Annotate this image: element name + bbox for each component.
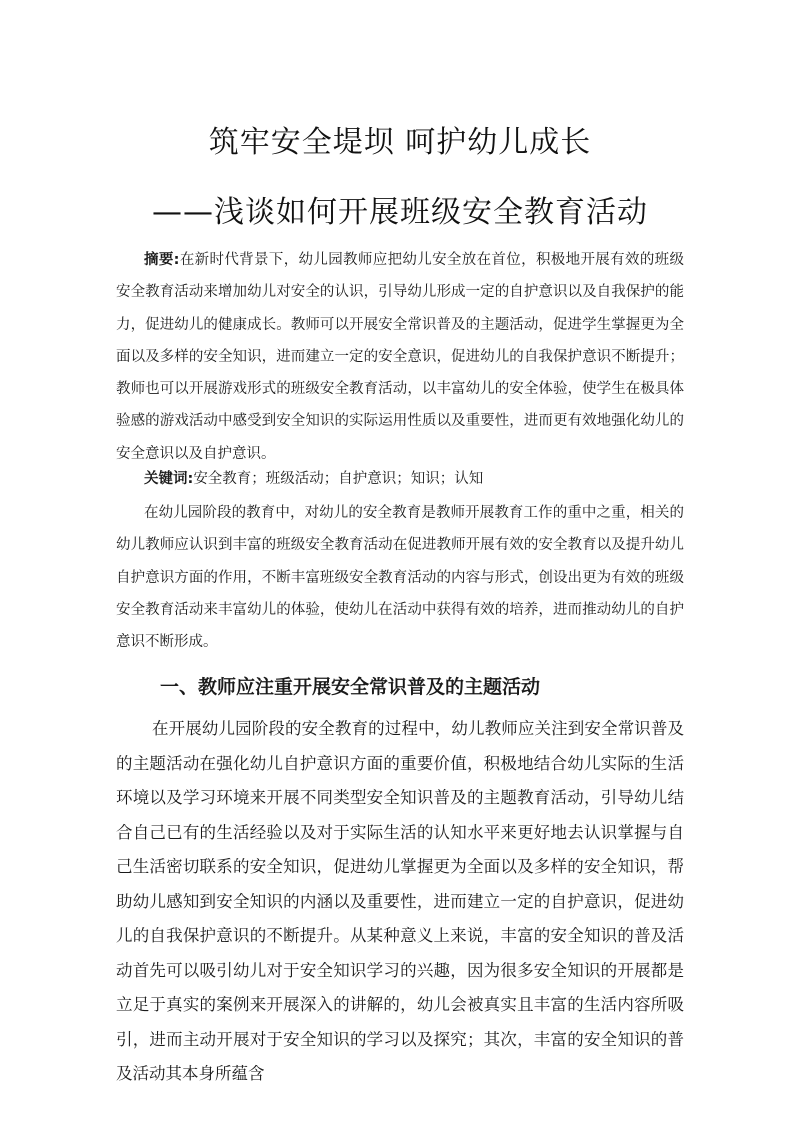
intro-text: 在幼儿园阶段的教育中，对幼儿的安全教育是教师开展教育工作的重中之重，相关的幼儿教师应认识到丰富的班级安全教育活动在促进教师开展有效的安全教育以及提升幼儿自护意识方面的作用，不断丰富班级安全教育活动的内容与形式，创设出更为有效的班级安全教育活动来丰富幼儿的体验，使幼儿在活动中获得有效的培养，进而推动幼儿的自护意识不断形成。	[116, 505, 684, 651]
section-heading: 一、教师应注重开展安全常识普及的主题活动	[160, 676, 541, 698]
section-paragraph-text: 在开展幼儿园阶段的安全教育的过程中，幼儿教师应关注到安全常识普及的主题活动在强化幼儿自护意识方面的重要价值，积极地结合幼儿实际的生活环境以及学习环境来开展不同类型安全知识普及的主题教育活动，引导幼儿结合自己已有的生活经验以及对于实际生活的认知水平来更好地去认识掌握与自己生活密切联系的安全知识，促进幼儿掌握更为全面以及多样的安全知识，帮助幼儿感知到安全知识的内涵以及重要性，进而建立一定的自护意识，促进幼儿的自我保护意识的不断提升。从某种意义上来说，丰富的安全知识的普及活动首先可以吸引幼儿对于安全知识学习的兴趣，因为很多安全知识的开展都是立足于真实的案例来开展深入的讲解的，幼儿会被真实且丰富的生活内容所吸引，进而主动开展对于安全知识的学习以及探究；其次，丰富的安全知识的普及活动其本身所蕴含	[116, 719, 684, 1083]
keywords-label: 关键词:	[144, 471, 194, 487]
paper-title: 筑牢安全堤坝 呵护幼儿成长	[208, 125, 592, 160]
keywords-text: 安全教育；班级活动；自护意识；知识；认知	[193, 471, 484, 487]
intro-paragraph	[116, 497, 684, 658]
abstract-label: 摘要:	[144, 252, 180, 268]
section-paragraph	[116, 712, 684, 1092]
abstract	[116, 244, 684, 470]
abstract-text: 在新时代背景下，幼儿园教师应把幼儿安全放在首位，积极地开展有效的班级安全教育活动来增加幼儿对安全的认识，引导幼儿形成一定的自护意识以及自我保护的能力，促进幼儿的健康成长。教师可以开展安全常识普及的主题活动，促进学生掌握更为全面以及多样的安全知识，进而建立一定的安全意识，促进幼儿的自我保护意识不断提升；教师也可以开展游戏形式的班级安全教育活动，以丰富幼儿的安全体验，使学生在极具体验感的游戏活动中感受到安全知识的实际运用性质以及重要性，进而更有效地强化幼儿的安全意识以及自护意识。	[116, 252, 684, 462]
keywords	[144, 469, 483, 489]
paper-subtitle: ——浅谈如何开展班级安全教育活动	[152, 195, 648, 230]
